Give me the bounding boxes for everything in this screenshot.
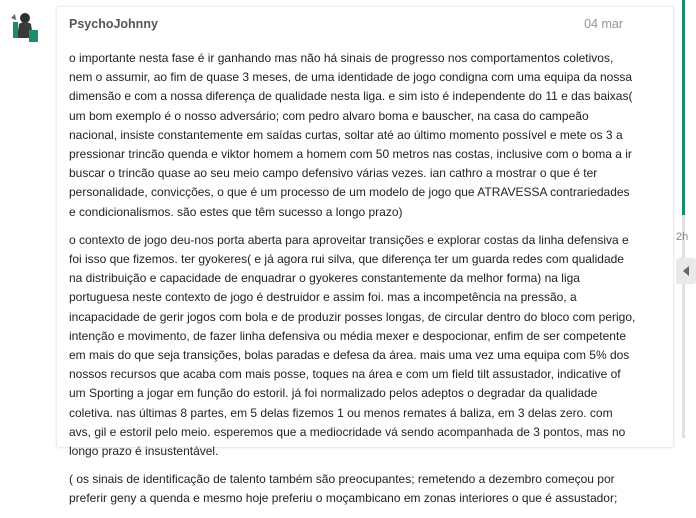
post-body [69, 49, 637, 518]
timeline-label: 2h [676, 231, 689, 243]
timeline-back-button[interactable] [676, 258, 696, 284]
post-paragraph: o importante nesta fase é ir ganhando mas não há sinais de progresso nos comportamentos coletivos, nem o assumir, ao fim de quase 3 meses, de uma identidade de jogo condigna com uma equipa da nossa dimensão e com a nossa diferença de qualidade nesta liga. e sim isto é independente do 11 e das baixas( um bom exemplo é o nosso adversário; com pedro alvaro boma e bauscher, na casa do campeão nacional, insiste constantemente em saídas curtas, soltar até ao último momento possível e mete os 3 a pressionar trincão quenda e viktor homem a homem com 50 metros nas costas, inclusive com o boma a ir buscar o trincão quase ao seu meio campo defensivo várias vezes. ian cathro a mostrar o que é ter personalidade, convicções, o que é um processo de um modelo de jogo que ATRAVESSA contrariedades e condicionalismos. são estes que têm sucesso a longo prazo) [69, 51, 633, 219]
post-author[interactable]: PsychoJohnny [69, 17, 158, 31]
post [56, 6, 674, 506]
post-paragraph: ( os sinais de identificação de talento também são preocupantes; remetendo a dezembro começou por preferir geny a quenda e mesmo hoje preferiu o moçambicano em zonas interiores o que é assustador; [69, 472, 618, 506]
post-date[interactable]: 04 mar [584, 17, 623, 31]
timeline-scrollbar[interactable] [679, 0, 690, 438]
avatar-image [5, 8, 41, 44]
timeline-progress[interactable] [682, 0, 685, 215]
post-paragraph: o contexto de jogo deu-nos porta aberta para aproveitar transições e explorar costas da linha defensiva e foi isso que fizemos. ter gyokeres( e já agora rui silva, que diferença ter um guarda redes com qualidade na distribuição e capacidade de enquadrar o gyokeres constantemente da melhor forma) na liga portuguesa neste contexto de jogo é destruidor e assim foi. mas a incompetência na pressão, a incapacidade de gerir jogos com bola e de produzir posses longas, de circular dentro do bloco com perigo, intenção e movimento, de fazer linha defensiva ou média mexer e despocionar, enfim de ser competente em mais do que seja transições, bolas paradas e defesa da área. mais uma vez uma equipa com 5% dos nossos recursos que acaba com mais posse, toques na área e com um field tilt assustador, indicative of um Sporting a jogar em função do estoril. já foi normalizado pelos adeptos o degradar da qualidade coletiva. nas últimas 8 partes, em 5 delas fizemos 1 ou menos remates á baliza, em 3 delas zero. com avs, gil e estoril pelo meio. esperemos que a mediocridade vá sendo acompanhada de 3 pontos, mas no longo prazo é insustentável. [69, 232, 636, 459]
chevron-left-icon [681, 265, 691, 277]
avatar[interactable] [5, 8, 41, 44]
